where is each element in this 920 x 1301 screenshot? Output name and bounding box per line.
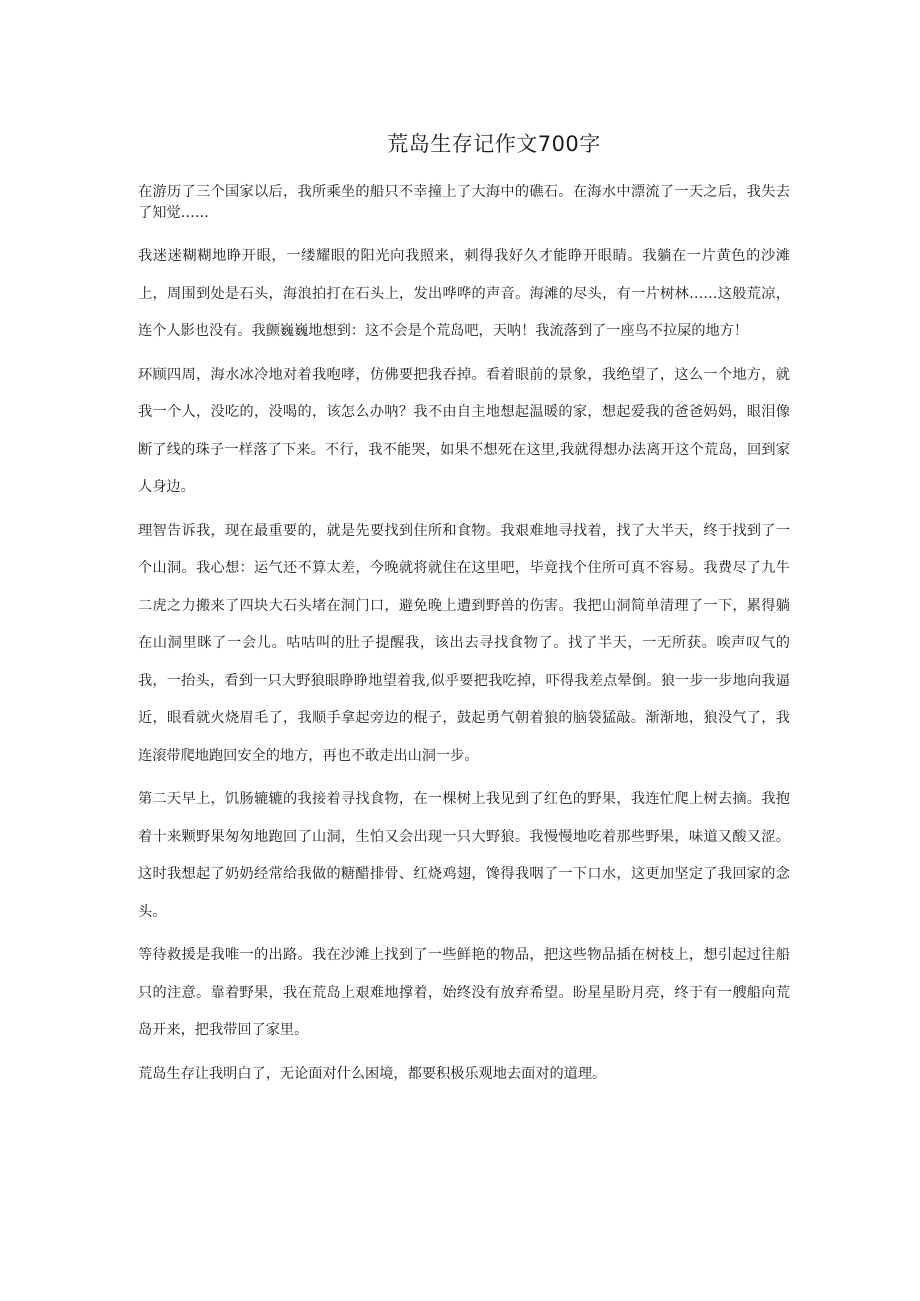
paragraph-3: 环顾四周，海水冰冷地对着我咆哮，仿佛要把我吞掉。看着眼前的景象，我绝望了，这么一个地方，就我一个人，没吃的，没喝的，该怎么办呐？我不由自主地想起温暖的家，想起爱我的爸爸妈妈，眼泪像断了线的珠子一样落了下来。不行，我不能哭，如果不想死在这里,我就得想办法离开这个荒岛，回到家人身边。 — [138, 366, 790, 495]
document-title: 荒岛生存记作文700字 — [387, 132, 601, 156]
paragraph-5: 第二天早上，饥肠辘辘的我接着寻找食物，在一棵树上我见到了红色的野果，我连忙爬上树去摘。我抱着十来颗野果匆匆地跑回了山洞，生怕又会出现一只大野狼。我慢慢地吃着那些野果，味道又酸又涩。这时我想起了奶奶经常给我做的糖醋排骨、红烧鸡翅，馋得我咽了一下口水，这更加坚定了我回家的念头。 — [138, 791, 790, 920]
document-page — [138, 128, 790, 1099]
paragraph-6: 等待救援是我唯一的出路。我在沙滩上找到了一些鲜艳的物品，把这些物品插在树枝上，想引起过往船只的注意。靠着野果，我在荒岛上艰难地撑着，始终没有放弃希望。盼星星盼月亮，终于有一艘船向荒岛开来，把我带回了家里。 — [138, 947, 790, 1038]
paragraph-7: 荒岛生存让我明白了，无论面对什么困境，都要积极乐观地去面对的道理。 — [138, 1065, 607, 1082]
paragraph-1: 在游历了三个国家以后，我所乘坐的船只不幸撞上了大海中的礁石。在海水中漂流了一天之后，我失去了知觉…… — [138, 184, 790, 221]
paragraph-2: 我迷迷糊糊地睁开眼，一缕耀眼的阳光向我照来，刺得我好久才能睁开眼睛。我躺在一片黄色的沙滩上，周围到处是石头，海浪拍打在石头上，发出哗哗的声音。海滩的尽头，有一片树林……这般荒凉，连个人影也没有。我颤巍巍地想到：这不会是个荒岛吧，天呐！我流落到了一座鸟不拉屎的地方！ — [138, 248, 790, 339]
paragraph-4: 理智告诉我，现在最重要的，就是先要找到住所和食物。我艰难地寻找着，找了大半天，终于找到了一个山洞。我心想：运气还不算太差，今晚就将就住在这里吧，毕竟找个住所可真不容易。我费尽了九牛二虎之力搬来了四块大石头堵在洞门口，避免晚上遭到野兽的伤害。我把山洞简单清理了一下，累得躺在山洞里眯了一会儿。咕咕叫的肚子提醒我，该出去寻找食物了。找了半天，一无所获。唉声叹气的我，一抬头，看到一只大野狼眼睁睁地望着我,似乎要把我吃掉，吓得我差点晕倒。狼一步一步地向我逼近，眼看就火烧眉毛了，我顺手拿起旁边的棍子，鼓起勇气朝着狼的脑袋猛敲。渐渐地，狼没气了，我连滚带爬地跑回安全的地方，再也不敢走出山洞一步。 — [138, 522, 790, 764]
